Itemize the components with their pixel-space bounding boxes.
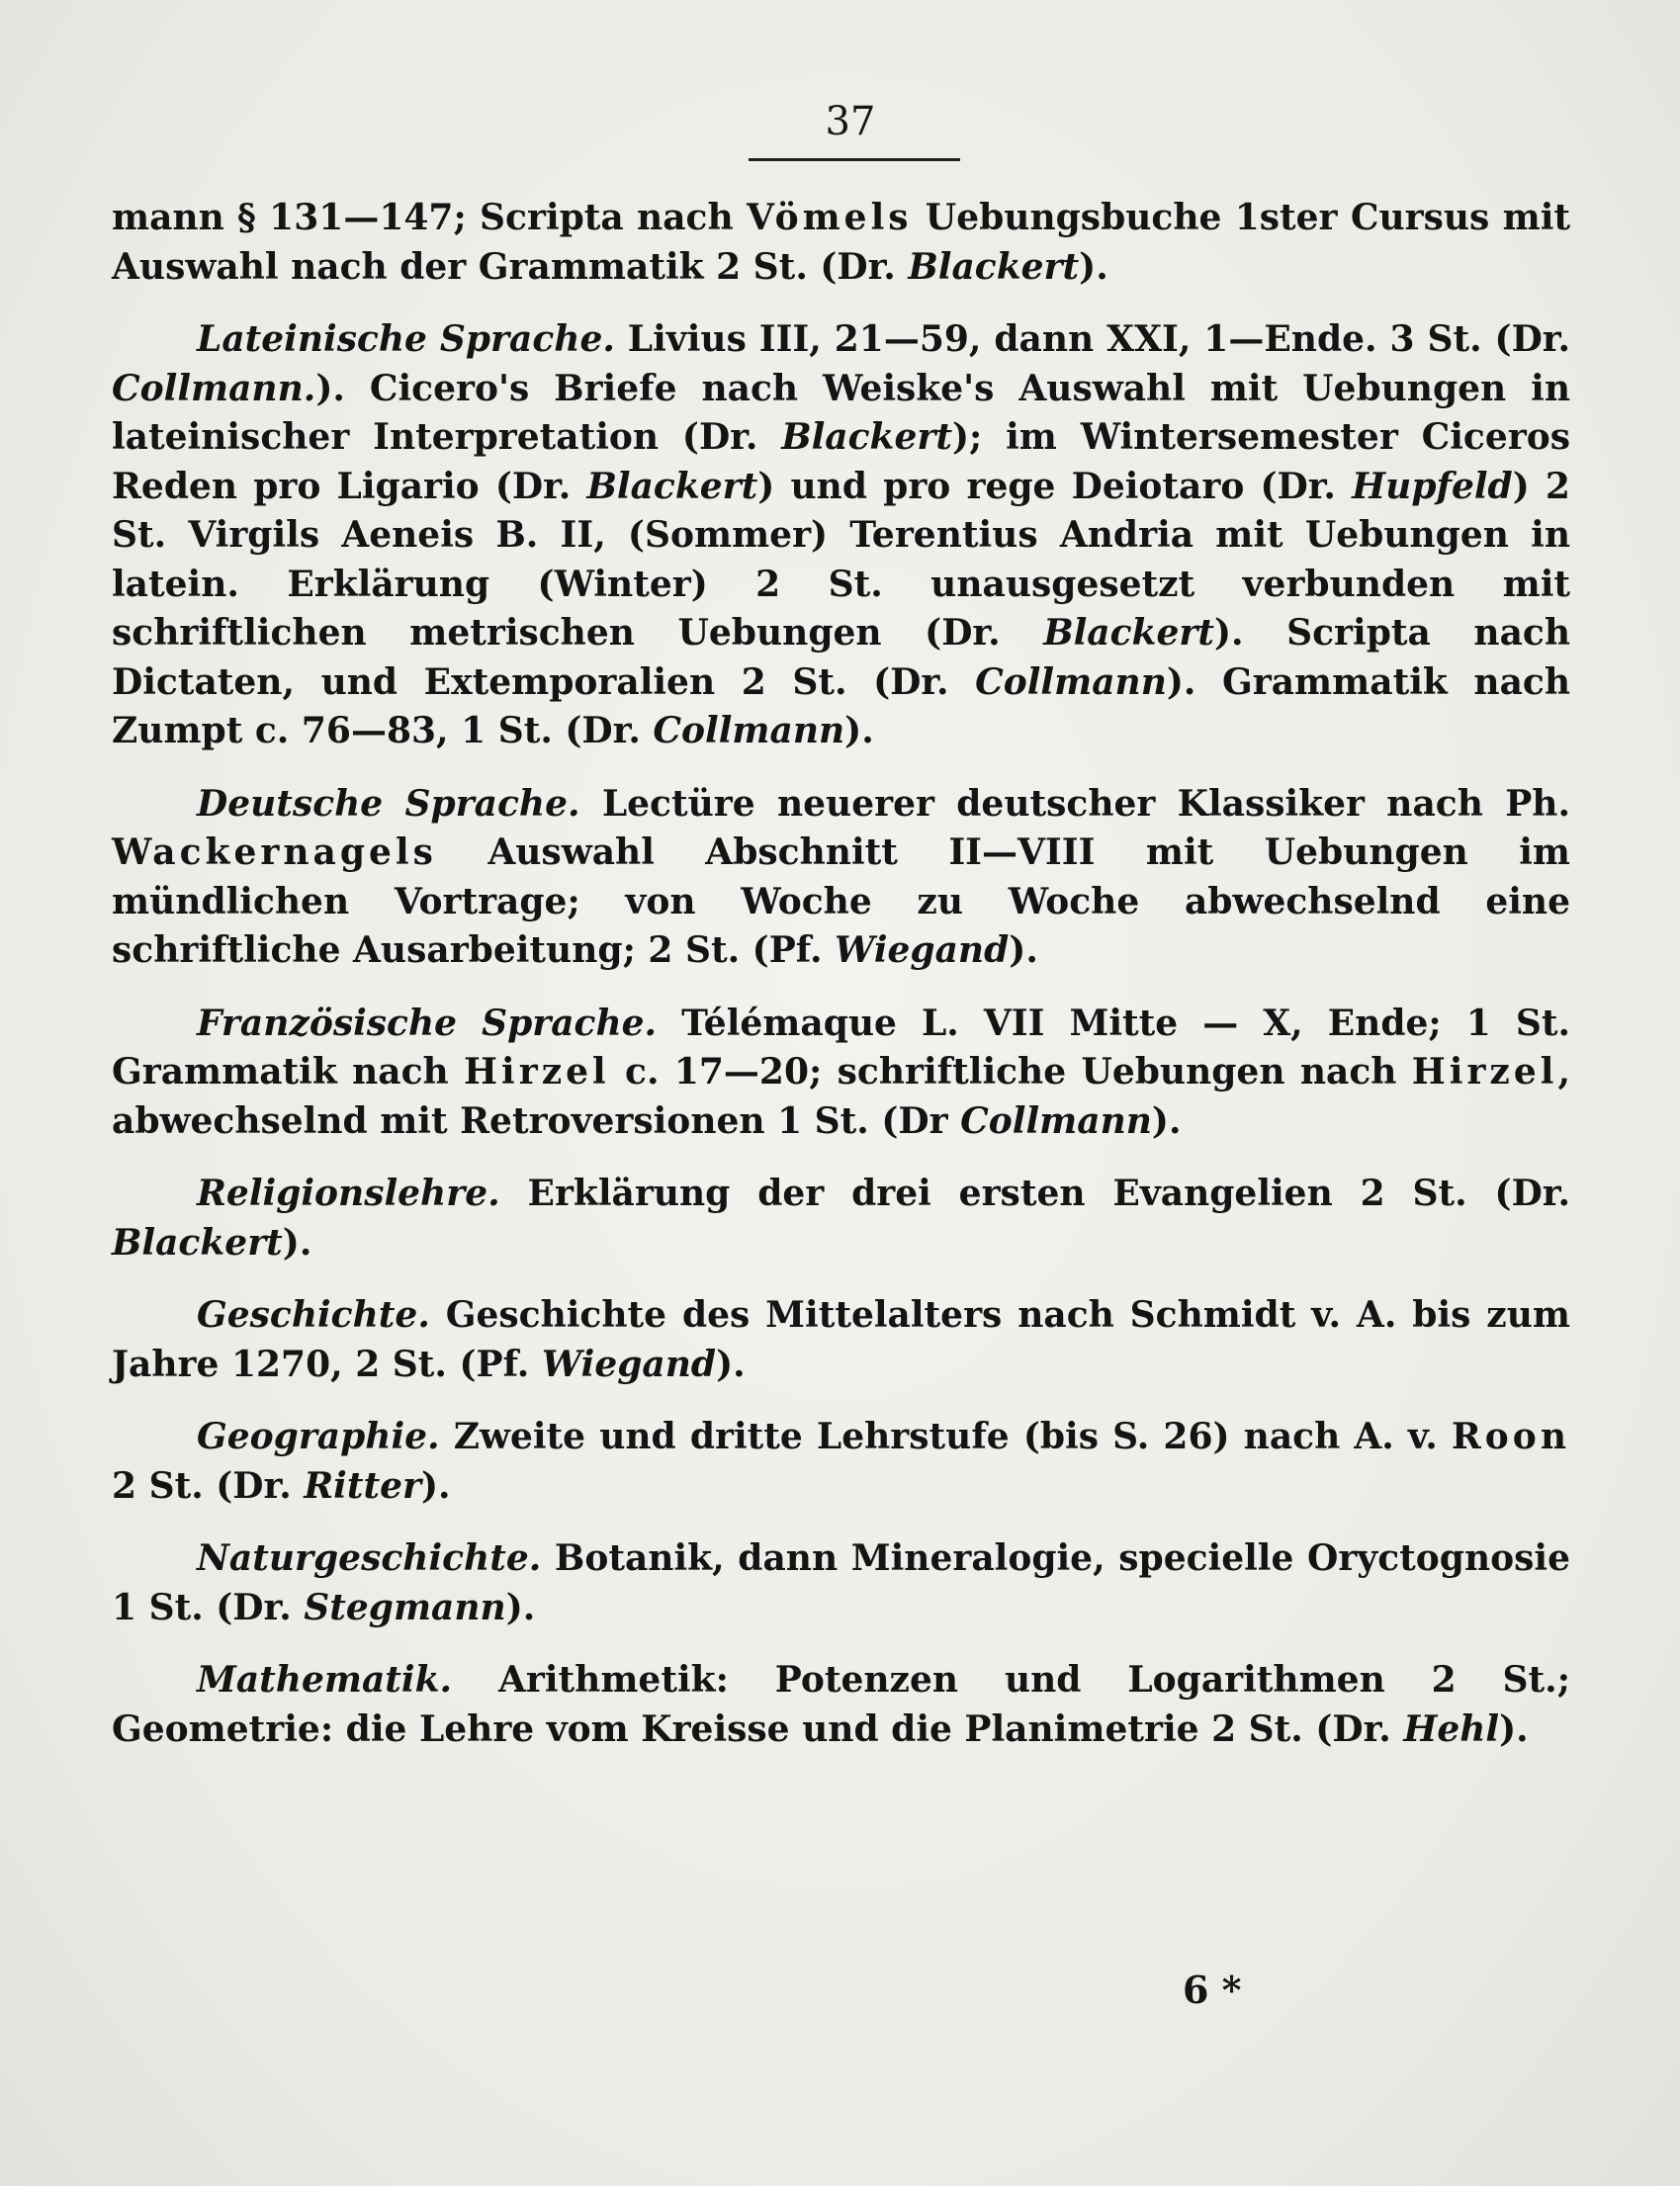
- paragraph-text: ) 2 St. Virgils Aeneis B. II, (Sommer) Terentius Andria mit Uebungen in latein. Erklärung (Winter) 2 St. unausgesetzt verbunden mit schriftlichen metrischen Uebungen (Dr.: [112, 465, 1570, 654]
- paragraph-text: mann § 131—147; Scripta nach: [112, 197, 747, 238]
- teacher-name: Blackert: [781, 416, 952, 458]
- paragraph-text: c. 17—20; schriftliche Uebungen nach: [609, 1051, 1412, 1093]
- spaced-name: Wackernagels: [112, 831, 437, 873]
- paragraph-text: Auswahl Abschnitt II—VIII mit Uebungen im mündlichen Vortrage; von Woche zu Woche abwechselnd eine schriftliche Ausarbeitung; 2 St. (Pf.: [112, 831, 1570, 971]
- subject-heading: Geschichte.: [197, 1294, 430, 1336]
- paragraph-text: Erklärung der drei ersten Evangelien 2 St. (Dr.: [499, 1173, 1570, 1214]
- paragraph-text: ). Cicero's Briefe nach Weiske's Auswahl mit Uebungen in lateinischer Interpretation (Dr.: [112, 367, 1570, 458]
- subject-heading: Religionslehre.: [197, 1173, 500, 1214]
- spaced-name: Hirzel: [1411, 1051, 1558, 1093]
- subject-heading: Geographie.: [197, 1416, 440, 1457]
- paragraph: [112, 1413, 1570, 1511]
- teacher-name: Collmann.: [112, 367, 316, 409]
- teacher-name: Collmann: [653, 710, 845, 751]
- printer-signature: 6 *: [1183, 1967, 1242, 2012]
- paragraph-text: ); im Wintersemester Ciceros Reden pro Ligario (Dr.: [112, 416, 1570, 507]
- paragraph: [112, 1291, 1570, 1389]
- spaced-name: Vömels: [746, 197, 913, 238]
- paragraph: [112, 315, 1570, 756]
- paragraph-text: ).: [1009, 929, 1038, 971]
- teacher-name: Hehl: [1403, 1707, 1500, 1750]
- paragraph-text: ). Grammatik nach Zumpt c. 76—83, 1 St. (Dr.: [112, 660, 1570, 751]
- paragraph-text: ) und pro rege Deiotaro (Dr.: [757, 465, 1353, 507]
- teacher-name: Blackert: [908, 245, 1080, 288]
- teacher-name: Collmann: [975, 660, 1167, 703]
- spaced-name: Hirzel: [464, 1051, 610, 1093]
- paragraph-text: Botanik, dann Mineralogie, specielle Oryctognosie 1 St. (Dr.: [112, 1537, 1570, 1628]
- paragraph-text: ).: [282, 1221, 312, 1264]
- paragraph-text: ).: [1499, 1707, 1529, 1750]
- subject-heading: Naturgeschichte.: [197, 1537, 542, 1579]
- teacher-name: Hupfeld: [1352, 465, 1513, 507]
- paragraph: [112, 1170, 1570, 1268]
- subject-heading: Französische Sprache.: [197, 1002, 658, 1044]
- header-rule: [749, 158, 960, 161]
- paragraph-text: Lectüre neuerer deutscher Klassiker nach Ph.: [579, 782, 1570, 825]
- teacher-name: Blackert: [1043, 612, 1214, 654]
- paragraph-text: Arithmetik: Potenzen und Logarithmen 2 St.; Geometrie: die Lehre vom Kreisse und die Planimetrie 2 St. (Dr.: [112, 1659, 1570, 1750]
- teacher-name: Blackert: [586, 465, 758, 507]
- subject-heading: Mathematik.: [197, 1659, 453, 1701]
- paragraph-text: 2 St. (Dr.: [112, 1464, 305, 1507]
- body-text: [112, 194, 1570, 1778]
- paragraph-text: ).: [844, 710, 874, 751]
- teacher-name: Wiegand: [541, 1343, 717, 1385]
- paragraph-text: Télémaque L. VII Mitte — X, Ende; 1 St. Grammatik nach: [112, 1002, 1570, 1093]
- teacher-name: Stegmann: [304, 1586, 506, 1628]
- subject-heading: Deutsche Sprache.: [197, 782, 580, 825]
- paragraph-text: Zweite und dritte Lehrstufe (bis S. 26) nach A. v.: [439, 1416, 1452, 1457]
- spaced-name: Roon: [1451, 1416, 1570, 1457]
- page-number: 37: [825, 99, 876, 144]
- subject-heading: Lateinische Sprache.: [197, 318, 615, 360]
- teacher-name: Collmann: [960, 1099, 1152, 1142]
- teacher-name: Blackert: [112, 1221, 283, 1264]
- paragraph-text: ).: [716, 1343, 746, 1385]
- paragraph-text: ).: [1079, 245, 1108, 288]
- paragraph: [112, 1000, 1570, 1147]
- paragraph-text: ).: [1151, 1099, 1182, 1142]
- paragraph-text: , abwechselnd mit Retroversionen 1 St. (Dr: [112, 1051, 1570, 1142]
- paragraph-text: ).: [421, 1464, 451, 1507]
- paragraph: [112, 194, 1570, 292]
- paragraph: [112, 1534, 1570, 1632]
- paragraph-text: ).: [505, 1586, 536, 1628]
- teacher-name: Wiegand: [835, 929, 1010, 971]
- paragraph-text: Uebungsbuche 1ster Cursus mit Auswahl nach der Grammatik 2 St. (Dr.: [112, 197, 1571, 288]
- paragraph-text: ). Scripta nach Dictaten, und Extemporalien 2 St. (Dr.: [112, 612, 1570, 703]
- teacher-name: Ritter: [304, 1464, 421, 1507]
- paragraph-text: Livius III, 21—59, dann XXI, 1—Ende. 3 St. (Dr.: [614, 318, 1570, 360]
- paragraph: [112, 780, 1570, 976]
- paragraph: [112, 1656, 1570, 1754]
- paragraph-text: Geschichte des Mittelalters nach Schmidt v. A. bis zum Jahre 1270, 2 St. (Pf.: [112, 1294, 1570, 1385]
